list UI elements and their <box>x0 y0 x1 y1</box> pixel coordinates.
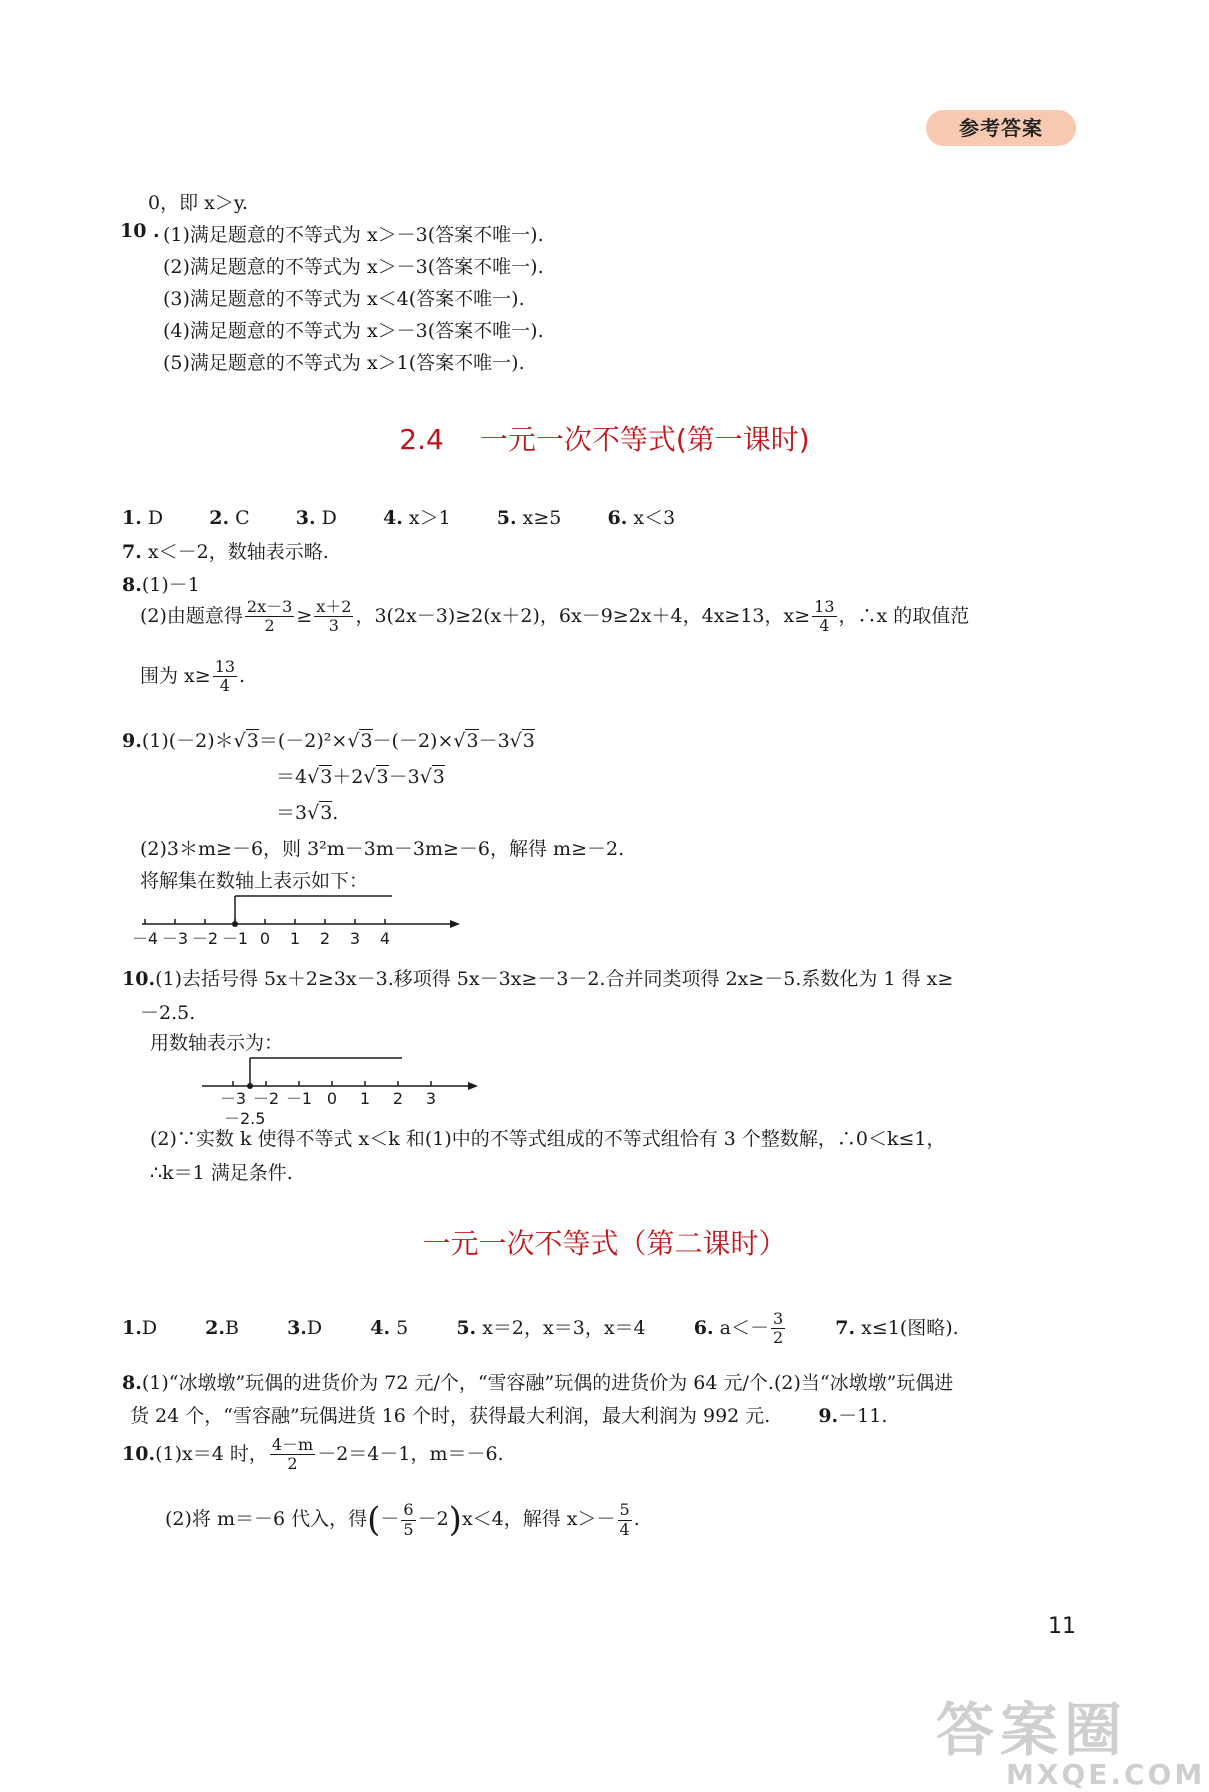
sqrt: 3 <box>522 730 535 752</box>
q3-answer: D <box>321 507 337 529</box>
q6-number: 6. <box>693 1316 714 1339</box>
answers-row-1-6 <box>122 503 675 530</box>
sqrt: 3 <box>320 766 333 788</box>
q9-number: 9. <box>122 730 142 752</box>
fraction-den: 2 <box>287 1454 298 1474</box>
q1-number: 1. <box>122 1316 142 1339</box>
watermark-sub: MXQE.COM <box>1006 1758 1206 1791</box>
q10-part: (1)满足题意的不等式为 x＞－3(答案不唯一). <box>163 224 544 246</box>
q9-line2: ＝4√3＋2√3－3√3 <box>276 766 445 788</box>
q7-number: 7. <box>835 1316 856 1339</box>
fraction <box>314 598 353 636</box>
page-number: 11 <box>1048 1614 1076 1639</box>
q8-line1 <box>122 1368 953 1395</box>
q10-line3: 用数轴表示为： <box>150 1032 284 1054</box>
q6-answer: x＜3 <box>633 507 676 529</box>
watermark-logo <box>936 1696 1206 1791</box>
sqrt: 3 <box>360 730 373 752</box>
q4-number: 4. <box>382 507 403 529</box>
q7-answer: x≤1(图略). <box>861 1316 959 1339</box>
tick-label: －2 <box>252 1089 280 1108</box>
tick-label: 2 <box>392 1089 404 1108</box>
right-paren: ) <box>448 1500 462 1540</box>
q2-number: 2. <box>209 507 230 529</box>
q2-answer: B <box>225 1316 239 1339</box>
fraction <box>771 1310 785 1348</box>
fraction-den: 2 <box>772 1328 784 1348</box>
axis-arrow <box>468 1082 478 1090</box>
marker-label: －2.5 <box>224 1109 266 1128</box>
fraction-num: x＋2 <box>316 597 352 616</box>
q3-number: 3. <box>295 507 316 529</box>
q8-number: 8. <box>122 574 142 596</box>
q8-p2-mid: ，3(2x－3)≥2(x＋2)，6x－9≥2x＋4，4x≥13，x≥ <box>355 604 811 627</box>
continued-line: 0，即 x＞y. <box>148 192 249 214</box>
q7-text: x＜－2，数轴表示略. <box>147 541 329 563</box>
fraction-den: 4 <box>219 676 230 696</box>
section-name: 一元一次不等式(第一课时) <box>479 423 810 456</box>
q10-line1 <box>122 964 953 991</box>
fraction-den: 4 <box>619 1519 630 1539</box>
fraction-num: 2x－3 <box>246 597 293 616</box>
q8-number: 8. <box>122 1372 142 1394</box>
tick-label: －3 <box>161 929 189 948</box>
q9-l3a: ＝3 <box>276 802 308 824</box>
q10-number: 10 . <box>120 220 160 242</box>
q9-number: 9. <box>818 1405 839 1427</box>
sqrt: 3 <box>246 730 259 752</box>
tick-label: －2 <box>191 929 219 948</box>
tick-label: 2 <box>319 929 331 948</box>
q9-answer: －11. <box>838 1405 888 1427</box>
q9-l2c: －3 <box>388 766 420 788</box>
q10-l2b: －2 <box>417 1508 449 1530</box>
q10-number: 10. <box>122 968 156 990</box>
q3-answer: D <box>306 1316 323 1339</box>
q9-l2a: ＝4 <box>276 766 308 788</box>
fraction-num: 3 <box>772 1309 784 1328</box>
sqrt: 3 <box>466 730 479 752</box>
q4-answer: 5 <box>396 1316 409 1339</box>
q10-part: (2)满足题意的不等式为 x＞－3(答案不唯一). <box>163 256 544 278</box>
q10-l2d: . <box>633 1508 640 1530</box>
q9-l1a: (1)(－2)＊ <box>141 730 234 752</box>
fraction-den: 2 <box>264 616 275 636</box>
number-line-solution-q9 <box>131 892 470 952</box>
q1-answer: D <box>147 507 164 529</box>
tick-label: 0 <box>259 929 271 948</box>
q9-line4: (2)3＊m≥－6，则 3²m－3m－3m≥－6，解得 m≥－2. <box>140 838 625 860</box>
tick-label: 1 <box>289 929 301 948</box>
fraction <box>245 598 294 636</box>
section-number: 2.4 <box>399 423 444 456</box>
q3-number: 3. <box>287 1316 307 1339</box>
q5-answer: x≥5 <box>522 507 562 529</box>
axis-arrow <box>450 920 460 928</box>
number-line-solution-q10 <box>200 1054 490 1126</box>
q10-l1a: (1)x＝4 时， <box>155 1442 268 1465</box>
q10-line1 <box>122 1436 504 1474</box>
watermark-main: 答案圈 <box>936 1696 1129 1764</box>
q8-part1 <box>122 570 200 597</box>
q6-number: 6. <box>607 507 628 529</box>
fraction <box>618 1501 632 1539</box>
q9-line5: 将解集在数轴上表示如下： <box>140 870 369 892</box>
fraction <box>812 598 836 636</box>
tick-label: 4 <box>379 929 391 948</box>
fraction-num: 13 <box>814 597 835 616</box>
q1-answer: D <box>141 1316 158 1339</box>
tick-label: －1 <box>221 929 249 948</box>
sqrt: 3 <box>320 802 333 824</box>
q10-part: (4)满足题意的不等式为 x＞－3(答案不唯一). <box>163 320 544 342</box>
q8-line2 <box>130 1401 887 1428</box>
q8-p2-tail: ，∴x 的取值范 <box>838 604 970 627</box>
q5-answer: x＝2，x＝3，x＝4 <box>482 1316 646 1339</box>
q1-number: 1. <box>122 507 142 529</box>
ge-sign: ≥ <box>296 604 313 627</box>
fraction-num: 4－m <box>271 1435 314 1454</box>
q6-answer: a＜－ <box>719 1316 769 1339</box>
section-title-lesson-1 <box>0 418 1209 458</box>
answers-row-1-7 <box>122 1310 959 1348</box>
q8-p3-tail: . <box>239 664 246 687</box>
q10-line4: (2)∵实数 k 使得不等式 x＜k 和(1)中的不等式组成的不等式组恰有 3 个整数解，∴0＜k≤1， <box>150 1128 946 1150</box>
q5-number: 5. <box>456 1316 477 1339</box>
left-paren: ( <box>367 1500 381 1540</box>
answer-key-badge: 参考答案 <box>926 110 1076 146</box>
q7-number: 7. <box>122 541 142 563</box>
q10-part: (3)满足题意的不等式为 x＜4(答案不唯一). <box>163 288 525 310</box>
fraction-den: 5 <box>403 1519 414 1539</box>
tick-label: －3 <box>219 1089 247 1108</box>
q10-l1: (1)去括号得 5x＋2≥3x－3.移项得 5x－3x≥－3－2.合并同类项得 2x≥－5.系数化为 1 得 x≥ <box>155 968 954 990</box>
q10-line2 <box>165 1500 640 1540</box>
fraction-num: 6 <box>403 1500 414 1520</box>
q8-p2-lead: (2)由题意得 <box>140 604 243 627</box>
q10-line5: ∴k＝1 满足条件. <box>150 1162 293 1184</box>
q4-number: 4. <box>370 1316 391 1339</box>
q8-l2: 货 24 个，“雪容融”玩偶进货 16 个时，获得最大利润，最大利润为 992 元. <box>130 1405 771 1427</box>
q2-number: 2. <box>205 1316 226 1339</box>
q9-l1c: －(－2)× <box>372 730 454 752</box>
q8-l1: (1)“冰墩墩”玩偶的进货价为 72 元/个，“雪容融”玩偶的进货价为 64 元/个.(2)当“冰墩墩”玩偶进 <box>141 1372 954 1394</box>
tick-label: 3 <box>349 929 361 948</box>
tick-label: 1 <box>359 1089 371 1108</box>
q9-l1d: －3 <box>478 730 510 752</box>
fraction <box>213 658 237 696</box>
q10-l1b: －2＝4－1，m＝－6. <box>317 1442 504 1465</box>
q8-p3-lead: 围为 x≥ <box>140 664 211 687</box>
q10-l2a: (2)将 m＝－6 代入，得 <box>165 1508 368 1530</box>
tick-label: 0 <box>326 1089 338 1108</box>
q8-part3 <box>140 658 245 696</box>
fraction-den: 4 <box>819 616 830 636</box>
sqrt: 3 <box>432 766 445 788</box>
q8-p1: (1)－1 <box>141 574 200 596</box>
period: . <box>332 802 339 824</box>
q2-answer: C <box>235 507 250 529</box>
q10-number: 10. <box>122 1442 156 1465</box>
fraction <box>401 1501 415 1539</box>
q9-l1b: ＝(－2)²× <box>258 730 348 752</box>
q9-l2b: ＋2 <box>332 766 364 788</box>
tick-label: －1 <box>285 1089 313 1108</box>
fraction <box>270 1436 315 1474</box>
q7-answer <box>122 537 329 564</box>
q5-number: 5. <box>496 507 517 529</box>
q9-line3: ＝3√3. <box>276 802 339 824</box>
minus-sign: － <box>380 1508 400 1530</box>
fraction-num: 5 <box>619 1500 630 1520</box>
q4-answer: x＞1 <box>408 507 451 529</box>
q10-l2c: x＜4，解得 x＞－ <box>461 1508 616 1530</box>
tick-label: －4 <box>131 929 159 948</box>
tick-label: 3 <box>425 1089 437 1108</box>
q10-part: (5)满足题意的不等式为 x＞1(答案不唯一). <box>163 352 525 374</box>
section-title-lesson-2: 一元一次不等式（第二课时） <box>422 1227 787 1260</box>
fraction-den: 3 <box>328 616 339 636</box>
q9-line1: 9.(1)(－2)＊√3＝(－2)²×√3－(－2)×√3－3√3 <box>122 730 535 752</box>
sqrt: 3 <box>376 766 389 788</box>
q8-part2 <box>140 598 969 636</box>
fraction-num: 13 <box>214 657 236 676</box>
q10-line2: －2.5. <box>140 1002 196 1024</box>
